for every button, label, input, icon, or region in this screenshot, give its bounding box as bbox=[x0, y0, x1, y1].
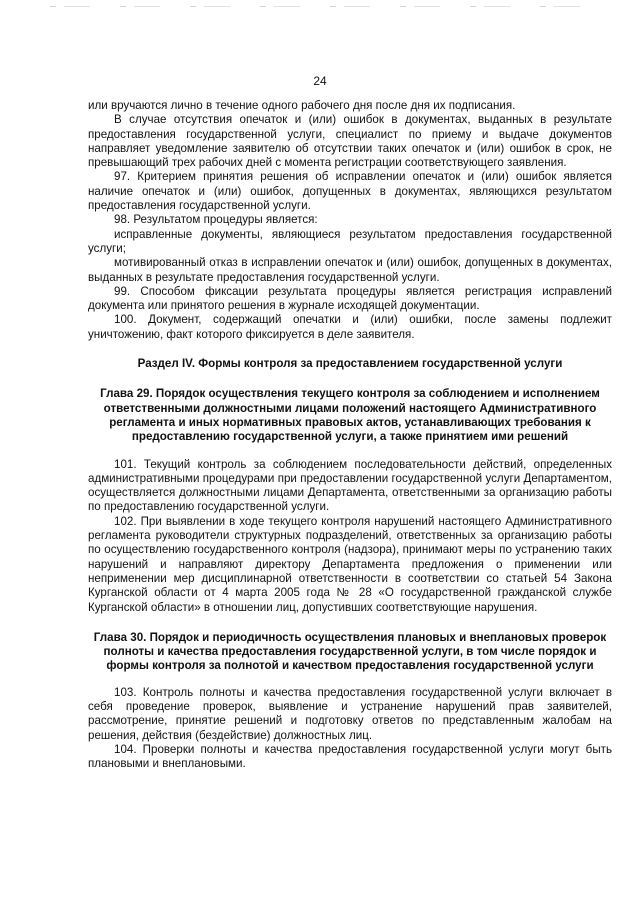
paragraph: 102. При выявлении в ходе текущего контроля нарушений настоящего Административного регламента руководители структурных подразделений, ответственных за организацию работы по осуществлению государственного контроля (надзора), принимают меры по устранению таких нарушений и направляют директору Департамента предложения о применении или неприменении мер дисциплинарной ответственности в соответствии со статьей 54 Закона Курганской области от 4 марта 2005 года № 28 «О государственной гражданской службе Курганской области» в отношении лиц, допустивших соответствующие нарушения. bbox=[88, 514, 612, 614]
paragraph: или вручаются лично в течение одного рабочего дня после дня их подписания. bbox=[88, 99, 516, 112]
paragraph: 100. Документ, содержащий опечатки и (или) ошибки, после замены подлежит уничтожению, факт которого фиксируется в деле заявителя. bbox=[88, 313, 612, 341]
paragraph: 97. Критерием принятия решения об исправлении опечаток и (или) ошибок является наличие опечаток и (или) ошибок, допущенных в документах, являющихся результатом предоставления государственной услуги. bbox=[88, 170, 612, 213]
paragraph: 99. Способом фиксации результата процедуры является регистрация исправлений документа или принятого решения в журнале исходящей документации. bbox=[88, 284, 612, 313]
paragraph: исправленные документы, являющиеся результатом предоставления государственной услуги; bbox=[88, 227, 612, 255]
chapter-heading: Глава 29. Порядок осуществления текущего контроля за соблюдением и исполнением ответственными должностными лицами положений настоящего Административного регламента и иных нормативных правовых актов, устанавливающих требования к предоставлению государственной услуги, а также принятием ими решений bbox=[100, 387, 600, 444]
paragraph: мотивированный отказ в исправлении опечаток и (или) ошибок, допущенных в документах, выданных в результате предоставления государственной услуги. bbox=[88, 256, 612, 284]
paragraph: 101. Текущий контроль за соблюдением последовательности действий, определенных административными процедурами при предоставлении государственной услуги Департаментом, осуществляется должностными лицами Департамента, ответственными за организацию работы по предоставлению государственной услуги. bbox=[88, 457, 612, 514]
section-heading: Раздел IV. Формы контроля за предоставлением государственной услуги bbox=[137, 357, 563, 371]
paragraph: В случае отсутствия опечаток и (или) ошибок в документах, выданных в результате предоставления государственной услуги, специалист по приему и выдаче документов направляет уведомление заявителю об отсутствии таких опечаток и (или) ошибок в срок, не превышающий трех рабочих дней с момента регистрации соответствующего заявления. bbox=[88, 113, 612, 170]
paragraph: 104. Проверки полноты и качества предоставления государственной услуги могут быть плановыми и внеплановыми. bbox=[88, 742, 612, 771]
chapter-heading: Глава 30. Порядок и периодичность осуществления плановых и внеплановых проверок полноты и качества предоставления государственной услуги, в том числе порядок и формы контроля за полнотой и качеством предоставления государственной услуги bbox=[93, 630, 607, 673]
paragraph: 103. Контроль полноты и качества предоставления государственной услуги включает в себя проведение проверок, выявление и устранение нарушений прав заявителей, рассмотрение, принятие решений и подготовку ответов по представленным жалобам на решения, действия (бездействие) должностных лиц. bbox=[88, 685, 612, 742]
paragraph: 98. Результатом процедуры является: bbox=[114, 213, 318, 227]
page-number: 24 bbox=[313, 74, 327, 88]
document-body bbox=[88, 99, 612, 771]
